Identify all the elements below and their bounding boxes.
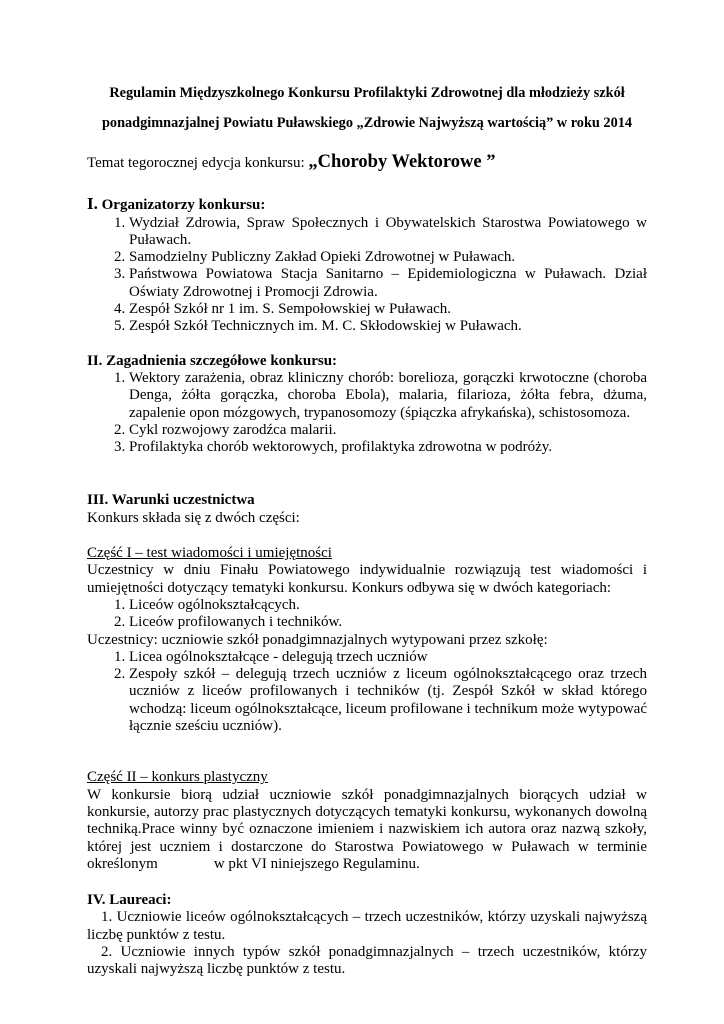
list-item: 2. Samodzielny Publiczny Zakład Opieki Zdrowotnej w Puławach. bbox=[129, 249, 647, 266]
part-two-text: W konkursie biorą udział uczniowie szkół ponadgimnazjalnych biorących udział w konkursie, autorzy prac plastycznych dotyczących tematyki konkursu, wykonanych dowolną techniką.Prace winny być oznaczone imieniem i nazwiskiem ich autora oraz nazwą szkoły, której jest uczniem i dostarczone do Starostwa Powiatowego w Puławach w terminie określonym w pkt VI niniejszego Regulaminu. bbox=[87, 786, 647, 872]
laureates-item: 1. Uczniowie liceów ogólnokształcących – trzech uczestników, którzy uzyskali najwyższą liczbę punktów z testu. bbox=[87, 909, 647, 943]
document-title-line-2: ponadgimnazjalnej Powiatu Puławskiego „Zdrowie Najwyższą wartością” w roku 2014 bbox=[101, 115, 633, 131]
part-one bbox=[87, 545, 647, 735]
part-two bbox=[87, 769, 647, 873]
contest-topic bbox=[87, 154, 647, 172]
conditions-intro: Konkurs składa się z dwóch części: bbox=[87, 509, 300, 526]
list-item: 1. Wydział Zdrowia, Spraw Społecznych i Obywatelskich Starostwa Powiatowego w Puławach. bbox=[129, 215, 647, 250]
part-one-text: Uczestnicy w dniu Finału Powiatowego indywidualnie rozwiązują test wiadomości i umiejętności dotyczący tematyki konkursu. Konkurs odbywa się w dwóch kategoriach: bbox=[87, 562, 647, 596]
list-item: 3. Państwowa Powiatowa Stacja Sanitarno – Epidemiologiczna w Puławach. Dział Oświaty Zdrowotnej i Promocji Zdrowia. bbox=[129, 266, 647, 301]
topic-prefix: Temat tegorocznej edycja konkursu: bbox=[87, 155, 309, 171]
laureates-item: 2. Uczniowie innych typów szkół ponadgimnazjalnych – trzech uczestników, którzy uzyskali najwyższą liczbę punktów z testu. bbox=[87, 943, 647, 978]
list-item: 2. Cykl rozwojowy zarodźca malarii. bbox=[129, 422, 647, 439]
document-title-line-1: Regulamin Międzyszkolnego Konkursu Profilaktyki Zdrowotnej dla młodzieży szkół bbox=[109, 85, 625, 101]
part-two-heading: Część II – konkurs plastyczny bbox=[87, 769, 268, 786]
section-heading: I. Organizatorzy konkursu: bbox=[87, 194, 266, 214]
section-heading: IV. Laureaci: bbox=[87, 892, 172, 909]
part-one-heading: Część I – test wiadomości i umiejętności bbox=[87, 545, 332, 562]
list-item: 3. Profilaktyka chorób wektorowych, profilaktyka zdrowotna w podróży. bbox=[129, 439, 647, 456]
section-laureates bbox=[87, 892, 647, 978]
list-item: 4. Zespół Szkół nr 1 im. S. Sempołowskiej w Puławach. bbox=[129, 301, 647, 318]
categories-list bbox=[87, 597, 647, 632]
list-item: 5. Zespół Szkół Technicznych im. M. C. Skłodowskiej w Puławach. bbox=[129, 318, 647, 335]
section-conditions bbox=[87, 492, 647, 873]
list-item: 2. Liceów profilowanych i techników. bbox=[129, 614, 647, 631]
list-item: 1. Liceów ogólnokształcących. bbox=[129, 597, 647, 614]
list-item: 2. Zespoły szkół – delegują trzech uczniów z liceum ogólnokształcącego oraz trzech uczniów z liceów profilowanych i techników (tj. Zespół Szkół w skład którego wchodzą: liceum ogólnokształcące, liceum profilowane i technikum może wytypować łącznie sześciu uczniów). bbox=[129, 666, 647, 735]
document-page bbox=[87, 84, 647, 979]
section-heading: II. Zagadnienia szczegółowe konkursu: bbox=[87, 352, 338, 369]
list-item: 1. Wektory zarażenia, obraz kliniczny chorób: borelioza, gorączki krwotoczne (choroba Denga, żółta gorączka, choroba Ebola), malaria, filarioza, żółta febra, dżuma, zapalenie opon mózgowych, trypanosomozy (śpiączka afrykańska), schistosomoza. bbox=[129, 370, 647, 422]
list-item: 1. Licea ogólnokształcące - delegują trzech uczniów bbox=[129, 649, 647, 666]
topic-title: „Choroby Wektorowe ” bbox=[308, 152, 496, 172]
organizers-list bbox=[87, 215, 647, 336]
section-heading: III. Warunki uczestnictwa bbox=[87, 492, 255, 509]
participants-list bbox=[87, 649, 647, 735]
section-topics bbox=[87, 353, 647, 457]
section-organizers bbox=[87, 195, 647, 335]
participants-text: Uczestnicy: uczniowie szkół ponadgimnazjalnych wytypowani przez szkołę: bbox=[87, 631, 548, 648]
topics-list bbox=[87, 370, 647, 456]
